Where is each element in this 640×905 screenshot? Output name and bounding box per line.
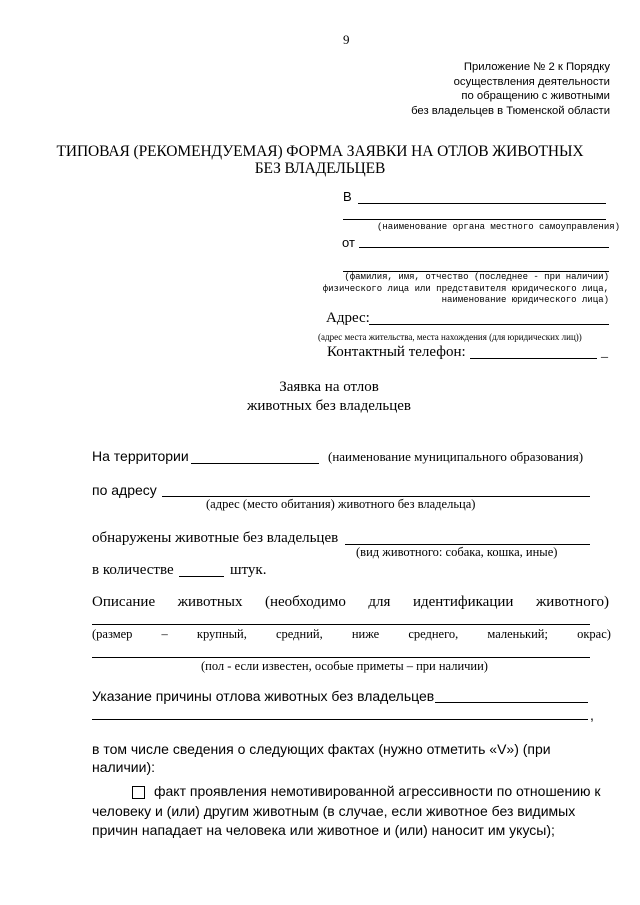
size-word: средний, <box>275 627 323 641</box>
description-label <box>92 594 609 611</box>
from-hint-line: физического лица или представителя юридического лица, <box>322 283 609 294</box>
request-title-line: Заявка на отлов <box>279 379 379 395</box>
size-word: крупный, <box>196 627 247 641</box>
description-word: для <box>368 594 391 610</box>
size-hint <box>92 627 611 642</box>
reason-field-line2[interactable] <box>92 719 588 720</box>
quantity-suffix: штук. <box>230 562 267 578</box>
to-hint: (наименование органа местного самоуправления) <box>377 222 621 232</box>
fact1-line: причин нападает на человека или животное и (или) наносит им укусы); <box>92 822 555 838</box>
size-word: – <box>161 627 168 641</box>
phone-field[interactable] <box>470 358 597 359</box>
size-word: окрас) <box>577 627 611 641</box>
appendix-line: Приложение № 2 к Порядку <box>463 61 610 73</box>
appendix-line: по обращению с животными <box>461 90 610 102</box>
found-label: обнаружены животные без владельцев <box>92 530 339 546</box>
from-hint <box>323 272 609 307</box>
sex-hint: (пол - если известен, особые приметы – при наличии) <box>201 659 488 673</box>
reason-field[interactable] <box>435 702 588 703</box>
request-title-line: животных без владельцев <box>247 398 411 414</box>
quantity-prefix: в количестве <box>92 562 174 578</box>
title-line: ТИПОВАЯ (РЕКОМЕНДУЕМАЯ) ФОРМА ЗАЯВКИ НА ОТЛОВ ЖИВОТНЫХ <box>56 143 584 160</box>
facts-intro-line: наличии): <box>92 759 155 775</box>
description-word: животных <box>177 594 243 610</box>
quantity-field[interactable] <box>179 576 224 577</box>
description-word: (необходимо <box>264 594 346 610</box>
phone-suffix: _ <box>601 345 608 360</box>
reason-label: Указание причины отлова животных без владельцев <box>92 688 435 704</box>
facts-intro <box>92 740 551 776</box>
title-line: БЕЗ ВЛАДЕЛЬЦЕВ <box>254 160 386 177</box>
reason-comma: , <box>590 707 594 723</box>
territory-hint: (наименование муниципального образования) <box>328 449 584 464</box>
address-label: Адрес: <box>326 310 370 326</box>
to-recipient-field-line2[interactable] <box>343 219 606 220</box>
territory-label: На территории <box>92 448 189 464</box>
description-field-line2[interactable] <box>92 657 590 658</box>
page-title <box>0 143 640 177</box>
description-word: идентификации <box>412 594 514 610</box>
appendix-line: без владельцев в Тюменской области <box>411 104 610 117</box>
from-label: от <box>342 235 355 250</box>
description-field[interactable] <box>92 624 590 625</box>
appendix-line: осуществления деятельности <box>453 75 610 88</box>
facts-intro-line: в том числе сведения о следующих фактах (нужно отметить «V») (при <box>92 741 551 757</box>
address-field[interactable] <box>369 324 609 325</box>
fact1-line: факт проявления немотивированной агрессивности по отношению к <box>154 783 601 799</box>
description-word: животного) <box>535 594 609 610</box>
size-word: ниже <box>351 627 380 641</box>
size-word: среднего, <box>408 627 459 641</box>
size-word: (размер <box>92 627 133 641</box>
fact1-checkbox[interactable] <box>132 786 145 799</box>
description-word: Описание <box>92 594 156 610</box>
by-address-label: по адресу <box>92 482 157 498</box>
fact1-line: человеку и (или) другим животным (в случае, если животное без видимых <box>92 803 576 819</box>
request-title <box>229 378 429 416</box>
to-label: В <box>343 189 352 204</box>
phone-label: Контактный телефон: <box>327 344 466 360</box>
animal-address-hint: (адрес (место обитания) животного без владельца) <box>206 497 476 511</box>
address-hint: (адрес места жительства, места нахождения (для юридических лиц)) <box>318 332 582 342</box>
size-word: маленький; <box>487 627 548 641</box>
from-hint-line: (фамилия, имя, отчество (последнее - при наличии) <box>344 272 609 282</box>
territory-field[interactable] <box>191 463 319 464</box>
animal-type-hint: (вид животного: собака, кошка, иные) <box>356 545 558 559</box>
from-applicant-field[interactable] <box>359 247 609 248</box>
page-number: 9 <box>343 32 350 47</box>
to-recipient-field[interactable] <box>358 203 606 204</box>
from-hint-line: наименование юридического лица) <box>441 295 609 305</box>
appendix-note <box>411 60 610 118</box>
